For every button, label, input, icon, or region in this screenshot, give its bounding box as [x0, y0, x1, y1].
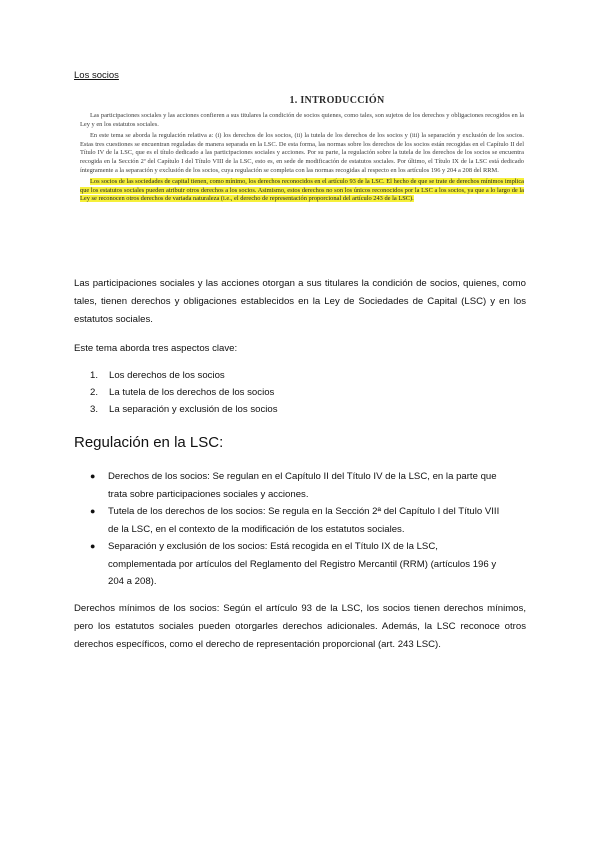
regulation-list — [88, 468, 508, 591]
highlighted-text: Los socios de las sociedades de capital tienen, como mínimo, los derechos reconocidos en el artículo 93 de la LSC. El hecho de que se trate de derechos mínimos implica que los estatutos sociales pueden atribuir otros derechos a los socios. Asimismo, estos derechos no son los únicos reconocidos por la LSC a los socios, ya que a lo largo de la Ley se reconocen otros derechos de variada naturaleza (i.e., el derecho de representación proporcional del artículo 243 de la LSC). — [80, 178, 524, 203]
list-item-text: La separación y exclusión de los socios — [109, 404, 278, 415]
document-title: Los socios — [74, 70, 119, 81]
bullet-icon: ● — [90, 506, 96, 516]
minimum-rights-paragraph: Derechos mínimos de los socios: Según el artículo 93 de la LSC, los socios tienen derechos mínimos, pero los estatutos sociales pueden otorgarles derechos adicionales. Además, la LSC reconoce otros derechos específicos, como el derecho de representación proporcional (art. 243 LSC). — [74, 603, 526, 650]
list-number: 3. — [90, 404, 99, 415]
scanned-excerpt — [80, 95, 524, 207]
bullet-icon: ● — [90, 471, 96, 481]
list-number: 1. — [90, 370, 99, 381]
list-item — [88, 468, 508, 503]
list-item-text: Separación y exclusión de los socios: Está recogida en el Título IX de la LSC, complementada por artículos del Reglamento del Registro Mercantil (RRM) (artículos 196 y 204 a 208). — [108, 541, 497, 587]
list-item-text: Tutela de los derechos de los socios: Se regula en la Sección 2ª del Capítulo I del Título VIII de la LSC, en el contexto de la modificación de los estatutos sociales. — [108, 506, 500, 535]
list-item — [88, 538, 508, 591]
list-number: 2. — [90, 387, 99, 398]
list-item — [90, 384, 510, 401]
scan-heading: 1. INTRODUCCIÓN — [289, 95, 385, 106]
list-item-text: Derechos de los socios: Se regulan en el Capítulo II del Título IV de la LSC, en la parte que trata sobre participaciones sociales y acciones. — [108, 471, 497, 500]
list-item-text: Los derechos de los socios — [109, 370, 225, 381]
list-item — [90, 367, 510, 384]
bullet-icon: ● — [90, 541, 96, 551]
regulation-heading: Regulación en la LSC: — [74, 434, 224, 451]
list-item — [88, 503, 508, 538]
list-item-text: La tutela de los derechos de los socios — [109, 387, 275, 398]
aspects-intro: Este tema aborda tres aspectos clave: — [74, 343, 238, 354]
scan-highlighted-paragraph — [80, 178, 524, 204]
scan-paragraph: Las participaciones sociales y las acciones confieren a sus titulares la condición de socios quienes, como tales, son sujetos de los derechos y obligaciones recogidos en la Ley y en los estatutos sociales. — [80, 112, 524, 128]
list-item — [90, 401, 510, 418]
intro-paragraph: Las participaciones sociales y las acciones otorgan a sus titulares la condición de socios, quienes, como tales, tienen derechos y obligaciones establecidos en la Ley de Sociedades de Capital (LSC) y en los estatutos sociales. — [74, 278, 526, 325]
aspects-list — [90, 367, 510, 418]
scan-paragraph: En este tema se aborda la regulación relativa a: (i) los derechos de los socios, (ii) la tutela de los derechos de los socios y (iii) la separación y exclusión de los socios. Estas tres cuestiones se encuentran reguladas de manera separada en la LSC. De esta forma, las normas sobre los derechos de los socios están recogidas en el Capítulo II del Título IV de la LSC, que es el título dedicado a las participaciones sociales y acciones. Por su parte, la regulación sobre la tutela de los derechos de los socios se encuentra recogida en la Sección 2ª del Capítulo I del Título VIII de la LSC, esto es, en sede de modificación de estatutos sociales. Por último, el Título IX de la LSC está dedicado íntegramente a la separación y exclusión de los socios, cuya regulación se completa con las normas recogidas al respecto en los artículos 196 y 204 a 208 del RRM. — [80, 132, 524, 174]
